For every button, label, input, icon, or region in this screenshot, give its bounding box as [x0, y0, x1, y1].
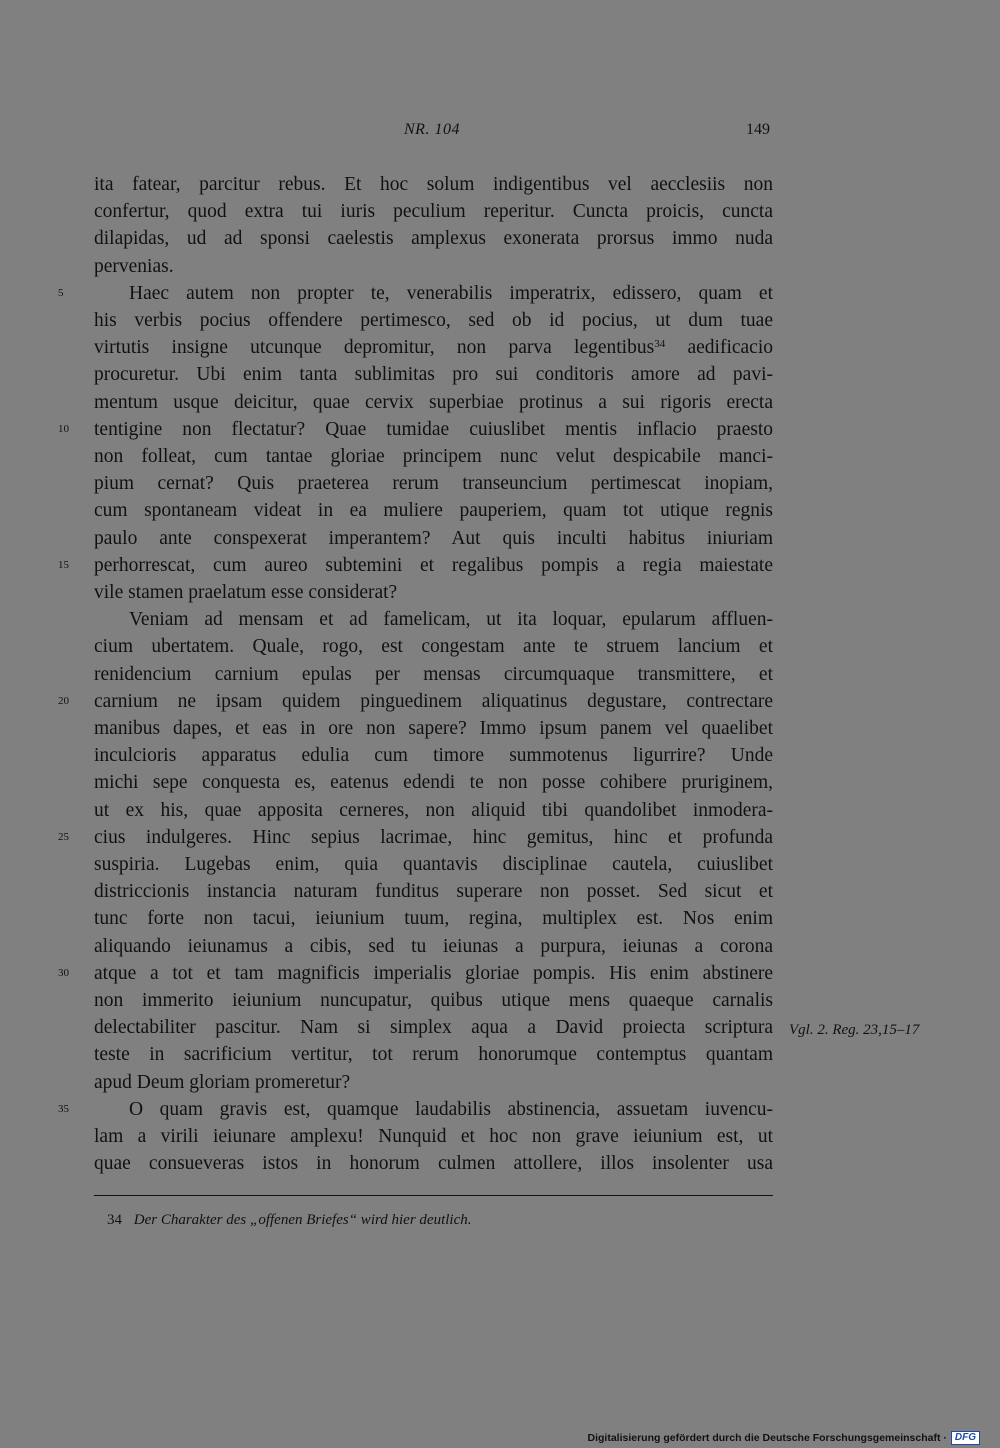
- text-line-content: renidencium carnium epulas per mensas circumquaque transmittere, et: [94, 664, 773, 685]
- text-line: [94, 171, 773, 198]
- text-line-content: virtutis insigne utcunque depromitur, non parva legentibus: [94, 337, 655, 358]
- text-line-content: non folleat, cum tantae gloriae principem nunc velut despicabile manci-: [94, 446, 773, 467]
- text-line: [94, 851, 773, 878]
- text-line: [94, 552, 773, 579]
- text-line: [94, 933, 773, 960]
- text-line-content: perhorrescat, cum aureo subtemini et regalibus pompis a regia maiestate: [94, 555, 773, 576]
- line-number: 10: [58, 423, 69, 435]
- text-line-content: delectabiliter pascitur. Nam si simplex aqua a David proiecta scriptura: [94, 1017, 773, 1038]
- text-line: [94, 1014, 773, 1041]
- text-line: [94, 307, 773, 334]
- text-line: [94, 661, 773, 688]
- text-line-content: ut ex his, quae apposita cerneres, non aliquid tibi quandolibet inmodera-: [94, 800, 773, 821]
- text-line: [94, 416, 773, 443]
- text-line: [94, 1150, 773, 1177]
- text-line-content: suspiria. Lugebas enim, quia quantavis disciplinae cautela, cuiuslibet: [94, 854, 773, 875]
- text-line-content: apud Deum gloriam promeretur?: [94, 1072, 351, 1093]
- text-line-continuation: aedificacio: [665, 337, 773, 358]
- text-line-content: his verbis pocius offendere pertimesco, sed ob id pocius, ut dum tuae: [94, 310, 773, 331]
- text-line-content: manibus dapes, et eas in ore non sapere? Immo ipsum panem vel quaelibet: [94, 718, 773, 739]
- line-number: 35: [58, 1103, 69, 1115]
- text-line-content: ita fatear, parcitur rebus. Et hoc solum indigentibus vel aecclesiis non: [94, 174, 773, 195]
- text-line-content: Haec autem non propter te, venerabilis imperatrix, edissero, quam et: [129, 283, 773, 304]
- text-line-content: non immerito ieiunium nuncupatur, quibus utique mens quaeque carnalis: [94, 990, 773, 1011]
- text-line: [94, 688, 773, 715]
- line-number: 5: [58, 287, 64, 299]
- text-line-content: Veniam ad mensam et ad famelicam, ut ita loquar, epularum affluen-: [129, 609, 773, 630]
- text-line: [94, 198, 773, 225]
- text-line-content: michi sepe conquesta es, eatenus edendi te non posse cohibere pruriginem,: [94, 772, 773, 793]
- text-line-content: pium cernat? Quis praeterea rerum transeuncium pertimescat inopiam,: [94, 473, 773, 494]
- text-line-content: mentum usque deicitur, quae cervix superbiae protinus a sui rigoris erecta: [94, 392, 773, 413]
- text-line: [94, 987, 773, 1014]
- text-line: [94, 878, 773, 905]
- text-line-content: paulo ante conspexerat imperantem? Aut quis inculti habitus iniuriam: [94, 528, 773, 549]
- digitization-credit: [588, 1430, 981, 1446]
- footnote-number: 34: [107, 1212, 122, 1228]
- text-line: [94, 960, 773, 987]
- text-line: [94, 1069, 773, 1096]
- text-line-content: inculcioris apparatus edulia cum timore summotenus ligurrire? Unde: [94, 745, 773, 766]
- text-line: [94, 470, 773, 497]
- running-header-title: NR. 104: [404, 121, 460, 138]
- text-line: [94, 715, 773, 742]
- text-line: [94, 253, 773, 280]
- text-line-content: tunc forte non tacui, ieiunium tuum, regina, multiplex est. Nos enim: [94, 908, 773, 929]
- text-line: [94, 1123, 773, 1150]
- footnote-text: Der Charakter des „offenen Briefes“ wird hier deutlich.: [133, 1212, 472, 1228]
- text-line: [94, 334, 773, 361]
- text-line: [129, 606, 773, 633]
- text-line-content: procuretur. Ubi enim tanta sublimitas pro sui conditoris amore ad pavi-: [94, 364, 773, 385]
- line-number: 30: [58, 967, 69, 979]
- dfg-logo-icon: DFG: [951, 1431, 980, 1445]
- text-line-content: tentigine non flectatur? Quae tumidae cuiuslibet mentis inflacio praesto: [94, 419, 773, 440]
- text-line: [94, 225, 773, 252]
- text-line-content: aliquando ieiunamus a cibis, sed tu ieiunas a purpura, ieiunas a corona: [94, 936, 773, 957]
- footnote-marker: 34: [654, 338, 666, 350]
- text-line: [94, 389, 773, 416]
- text-line-content: pervenias.: [94, 256, 174, 277]
- text-line-content: atque a tot et tam magnificis imperialis gloriae pompis. His enim abstinere: [94, 963, 773, 984]
- line-number: 20: [58, 695, 69, 707]
- text-line-content: confertur, quod extra tui iuris peculium reperitur. Cuncta proicis, cuncta: [94, 201, 773, 222]
- line-number: 25: [58, 831, 69, 843]
- text-line: [94, 633, 773, 660]
- footnote-rule: [94, 1195, 773, 1196]
- text-line-content: vile stamen praelatum esse considerat?: [94, 582, 398, 603]
- text-line-content: cium ubertatem. Quale, rogo, est congestam ante te struem lancium et: [94, 636, 773, 657]
- text-line: [94, 525, 773, 552]
- text-line: [129, 1096, 773, 1123]
- text-line: [94, 579, 773, 606]
- text-line: [94, 443, 773, 470]
- text-line: [94, 497, 773, 524]
- footnote: [107, 1209, 472, 1231]
- text-line: [129, 280, 773, 307]
- text-line: [94, 797, 773, 824]
- text-line: [94, 769, 773, 796]
- text-line-content: dilapidas, ud ad sponsi caelestis amplexus exonerata prorsus immo nuda: [94, 228, 773, 249]
- text-line-content: lam a virili ieiunare amplexu! Nunquid et hoc non grave ieiunium est, ut: [94, 1126, 773, 1147]
- text-line: [94, 824, 773, 851]
- credit-text: Digitalisierung gefördert durch die Deutsche Forschungsgemeinschaft ·: [587, 1432, 947, 1444]
- text-line-content: quae consueveras istos in honorum culmen attollere, illos insolenter usa: [94, 1153, 773, 1174]
- text-line: [94, 905, 773, 932]
- text-line-content: O quam gravis est, quamque laudabilis abstinencia, assuetam iuvencu-: [129, 1099, 773, 1120]
- text-line-content: carnium ne ipsam quidem pinguedinem aliquatinus degustare, contrectare: [94, 691, 773, 712]
- line-number: 15: [58, 559, 69, 571]
- text-line-content: teste in sacrificium vertitur, tot rerum honorumque contemptus quantam: [94, 1044, 773, 1065]
- text-line: [94, 361, 773, 388]
- text-line: [94, 742, 773, 769]
- text-line-content: cius indulgeres. Hinc sepius lacrimae, hinc gemitus, hinc et profunda: [94, 827, 773, 848]
- text-line-content: districcionis instancia naturam funditus superare non posset. Sed sicut et: [94, 881, 773, 902]
- page-number: 149: [746, 121, 770, 138]
- text-line-content: cum spontaneam videat in ea muliere pauperiem, quam tot utique regnis: [94, 500, 773, 521]
- margin-reference-note: Vgl. 2. Reg. 23,15–17: [789, 1022, 920, 1038]
- text-line: [94, 1041, 773, 1068]
